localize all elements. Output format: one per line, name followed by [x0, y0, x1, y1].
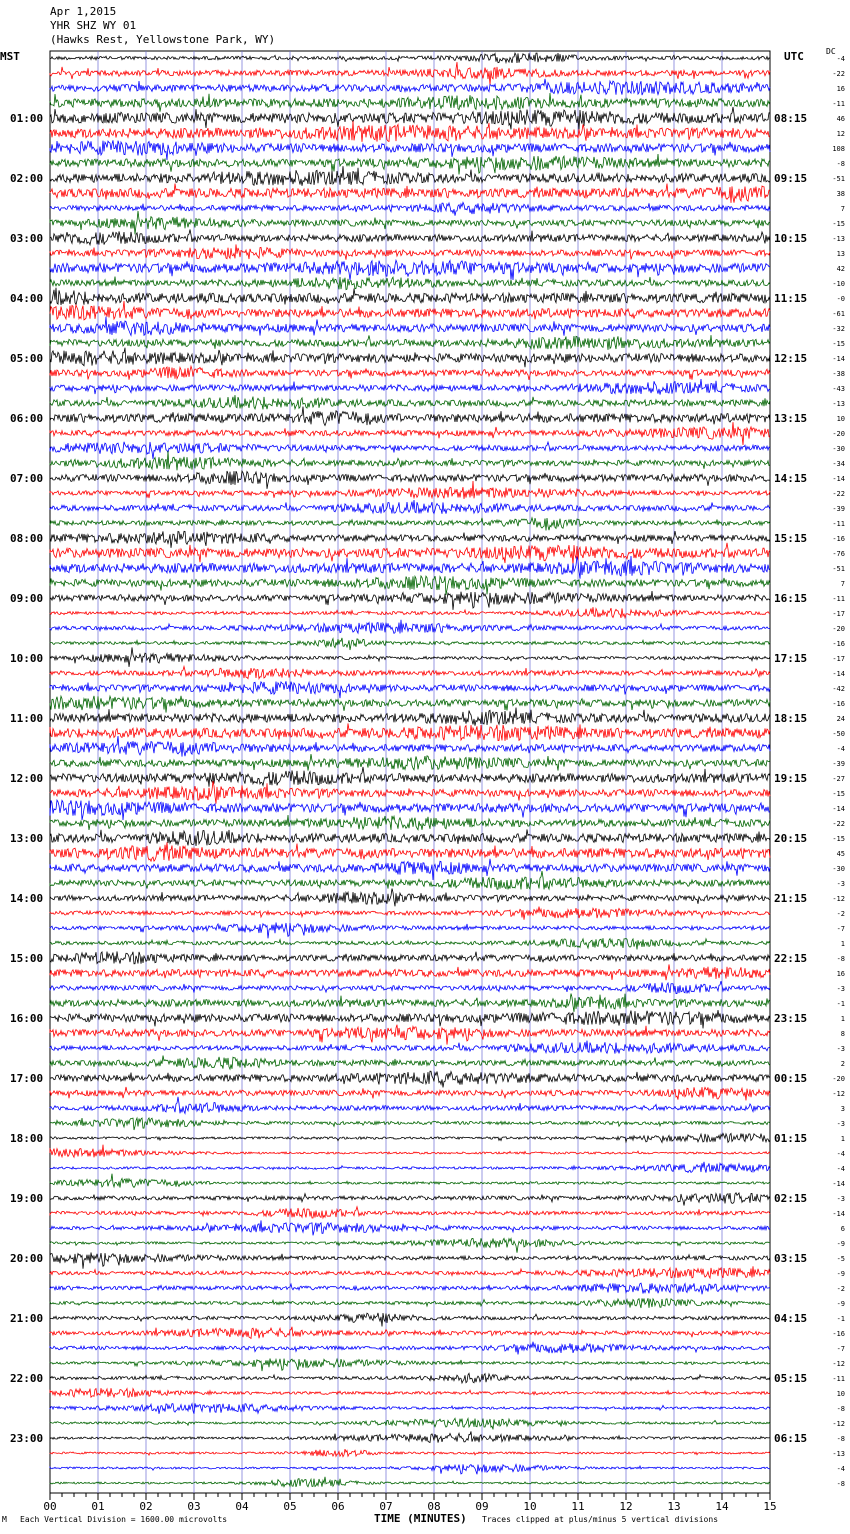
dc-offset-label: -11 [832, 520, 845, 528]
dc-offset-label: 1 [840, 1015, 845, 1023]
right-hour-label: 13:15 [774, 412, 808, 425]
seismic-trace-61 [50, 964, 770, 980]
dc-offset-label: -39 [832, 760, 845, 768]
dc-offset-label: -50 [832, 730, 845, 738]
dc-offset-label: -3 [836, 1195, 845, 1203]
dc-offset-label: -9 [836, 1270, 845, 1278]
seismic-trace-54 [50, 859, 770, 880]
dc-offset-label: -14 [832, 670, 845, 678]
left-hour-label: 11:00 [10, 712, 44, 725]
left-hour-label: 14:00 [10, 892, 44, 905]
seismic-trace-65 [50, 1025, 770, 1045]
seismic-trace-94 [50, 1464, 770, 1474]
right-hour-label: 00:15 [774, 1072, 808, 1085]
dc-offset-label: -15 [832, 790, 845, 798]
right-hour-label: 23:15 [774, 1012, 808, 1025]
seismic-trace-77 [50, 1207, 770, 1218]
right-timezone-label: UTC [784, 50, 804, 63]
left-hour-label: 16:00 [10, 1012, 44, 1025]
seismic-trace-21 [50, 366, 770, 380]
seismic-trace-85 [50, 1327, 770, 1339]
seismic-trace-30 [50, 500, 770, 514]
left-hour-label: 05:00 [10, 352, 44, 365]
dc-offset-label: 38 [836, 190, 845, 198]
seismic-trace-59 [50, 938, 770, 949]
x-tick-label: 13 [667, 1500, 681, 1513]
left-timezone-label: MST [0, 50, 20, 63]
dc-offset-label: -3 [836, 1120, 845, 1128]
seismic-trace-40 [50, 647, 770, 667]
seismic-trace-71 [50, 1118, 770, 1130]
seismic-trace-25 [50, 422, 770, 445]
seismic-trace-20 [50, 348, 770, 368]
seismic-trace-92 [50, 1431, 770, 1442]
right-hour-label: 02:15 [774, 1192, 808, 1205]
x-tick-label: 04 [235, 1500, 249, 1513]
dc-offset-label: -16 [832, 535, 845, 543]
seismic-trace-26 [50, 442, 770, 459]
seismic-trace-84 [50, 1313, 770, 1327]
seismic-trace-48 [50, 767, 770, 787]
seismic-trace-45 [50, 723, 770, 740]
seismic-trace-7 [50, 154, 770, 175]
seismic-trace-2 [50, 79, 770, 95]
right-hour-label: 08:15 [774, 112, 808, 125]
seismic-trace-37 [50, 607, 770, 618]
seismic-trace-72 [50, 1133, 770, 1142]
seismic-trace-14 [50, 260, 770, 280]
dc-offset-label: -8 [836, 160, 845, 168]
dc-offset-label: 42 [836, 265, 845, 273]
right-hour-label: 01:15 [774, 1132, 808, 1145]
x-tick-label: 08 [427, 1500, 441, 1513]
seismic-trace-73 [50, 1145, 770, 1158]
seismic-trace-57 [50, 907, 770, 920]
dc-offset-label: -15 [832, 340, 845, 348]
station-label: YHR SHZ WY 01 [50, 19, 137, 32]
seismic-trace-55 [50, 871, 770, 890]
left-hour-label: 09:00 [10, 592, 44, 605]
seismic-trace-0 [50, 53, 770, 63]
seismic-trace-18 [50, 317, 770, 336]
seismic-trace-11 [50, 211, 770, 234]
seismic-trace-19 [50, 335, 770, 350]
right-hour-label: 12:15 [774, 352, 808, 365]
seismic-trace-15 [50, 277, 770, 290]
left-hour-label: 12:00 [10, 772, 44, 785]
seismic-trace-3 [50, 93, 770, 112]
dc-offset-label: -20 [832, 430, 845, 438]
seismic-trace-39 [50, 638, 770, 650]
dc-offset-label: 6 [840, 1225, 845, 1233]
dc-offset-label: -12 [832, 895, 845, 903]
seismic-trace-90 [50, 1403, 770, 1413]
seismic-trace-64 [50, 1010, 770, 1028]
x-axis-title: TIME (MINUTES) [374, 1512, 467, 1525]
dc-offset-label: -7 [836, 1345, 845, 1353]
seismic-trace-31 [50, 518, 770, 531]
seismic-trace-27 [50, 451, 770, 470]
seismic-trace-53 [50, 842, 770, 861]
dc-offset-label: -43 [832, 385, 845, 393]
dc-offset-label: -4 [836, 55, 845, 63]
dc-offset-label: 2 [840, 1060, 845, 1068]
left-hour-label: 23:00 [10, 1432, 44, 1445]
seismic-trace-35 [50, 576, 770, 595]
dc-offset-label: -15 [832, 835, 845, 843]
dc-offset-label: -1 [836, 1315, 845, 1323]
seismic-trace-10 [50, 202, 770, 215]
dc-offset-label: -14 [832, 805, 845, 813]
dc-offset-label: -4 [836, 1165, 845, 1173]
seismic-trace-82 [50, 1283, 770, 1294]
seismic-trace-44 [50, 708, 770, 726]
seismic-trace-63 [50, 994, 770, 1012]
left-hour-label: 08:00 [10, 532, 44, 545]
dc-offset-label: -76 [832, 550, 845, 558]
seismic-trace-68 [50, 1071, 770, 1087]
dc-offset-label: 7 [840, 580, 845, 588]
dc-offset-label: 8 [840, 1030, 845, 1038]
seismic-trace-8 [50, 166, 770, 186]
dc-offset-label: 1 [840, 940, 845, 948]
seismic-trace-22 [50, 379, 770, 395]
dc-offset-label: -7 [836, 925, 845, 933]
right-hour-label: 09:15 [774, 172, 808, 185]
dc-offset-label: -11 [832, 100, 845, 108]
seismic-trace-9 [50, 184, 770, 203]
right-hour-label: 20:15 [774, 832, 808, 845]
dc-offset-label: -13 [832, 235, 845, 243]
dc-offset-label: -4 [836, 1150, 845, 1158]
dc-offset-label: 108 [832, 145, 845, 153]
seismic-trace-87 [50, 1359, 770, 1372]
seismic-trace-29 [50, 481, 770, 499]
date-label: Apr 1,2015 [50, 5, 117, 18]
seismic-trace-62 [50, 981, 770, 994]
dc-offset-label: 46 [836, 115, 845, 123]
dc-offset-label: -5 [836, 1255, 845, 1263]
seismic-trace-38 [50, 620, 770, 634]
dc-offset-label: -22 [832, 490, 845, 498]
left-hour-label: 03:00 [10, 232, 44, 245]
dc-offset-label: -2 [836, 1285, 845, 1293]
seismic-trace-23 [50, 395, 770, 409]
seismic-trace-69 [50, 1087, 770, 1100]
dc-offset-label: -8 [836, 1435, 845, 1443]
dc-offset-label: 10 [836, 415, 845, 423]
dc-offset-label: 12 [836, 130, 845, 138]
right-hour-label: 06:15 [774, 1432, 808, 1445]
right-hour-label: 16:15 [774, 592, 808, 605]
dc-offset-label: -8 [836, 1480, 845, 1488]
seismic-trace-33 [50, 543, 770, 565]
dc-offset-label: 16 [836, 970, 845, 978]
dc-offset-label: -8 [836, 955, 845, 963]
dc-offset-label: -39 [832, 505, 845, 513]
seismic-trace-28 [50, 471, 770, 489]
left-hour-label: 17:00 [10, 1072, 44, 1085]
left-hour-label: 02:00 [10, 172, 44, 185]
dc-offset-label: 7 [840, 205, 845, 213]
seismic-trace-34 [50, 556, 770, 579]
dc-offset-label: -13 [832, 400, 845, 408]
dc-offset-label: -14 [832, 475, 845, 483]
seismic-trace-89 [50, 1388, 770, 1397]
footer-mark: M [2, 1515, 7, 1524]
dc-offset-label: -30 [832, 445, 845, 453]
clipping-note: Traces clipped at plus/minus 5 vertical divisions [482, 1515, 719, 1524]
seismic-trace-16 [50, 288, 770, 305]
seismic-trace-12 [50, 230, 770, 245]
left-hour-label: 10:00 [10, 652, 44, 665]
seismic-trace-58 [50, 923, 770, 939]
seismic-trace-74 [50, 1162, 770, 1173]
dc-offset-label: -13 [832, 1450, 845, 1458]
seismic-trace-86 [50, 1342, 770, 1355]
seismic-trace-52 [50, 829, 770, 846]
seismic-trace-95 [50, 1477, 770, 1487]
seismic-trace-13 [50, 244, 770, 259]
dc-offset-label: 24 [836, 715, 845, 723]
right-hour-label: 17:15 [774, 652, 808, 665]
vertical-division-note: Each Vertical Division = 1600.00 microvolts [20, 1515, 228, 1524]
right-hour-label: 11:15 [774, 292, 808, 305]
left-hour-label: 20:00 [10, 1252, 44, 1265]
left-hour-label: 01:00 [10, 112, 44, 125]
dc-offset-label: -22 [832, 820, 845, 828]
dc-offset-label: -2 [836, 910, 845, 918]
seismic-trace-93 [50, 1449, 770, 1457]
dc-offset-label: -17 [832, 655, 845, 663]
right-hour-label: 03:15 [774, 1252, 808, 1265]
dc-offset-label: 13 [836, 250, 845, 258]
seismic-trace-76 [50, 1193, 770, 1206]
dc-offset-label: -38 [832, 370, 845, 378]
dc-offset-label: -3 [836, 1045, 845, 1053]
left-hour-label: 13:00 [10, 832, 44, 845]
seismic-trace-1 [50, 62, 770, 85]
x-tick-label: 03 [187, 1500, 201, 1513]
x-tick-label: 12 [619, 1500, 633, 1513]
x-tick-label: 00 [43, 1500, 57, 1513]
seismic-trace-46 [50, 736, 770, 757]
dc-offset-label: 45 [836, 850, 845, 858]
seismic-trace-60 [50, 951, 770, 963]
left-hour-label: 04:00 [10, 292, 44, 305]
location-label: (Hawks Rest, Yellowstone Park, WY) [50, 33, 276, 46]
seismic-trace-41 [50, 667, 770, 679]
right-hour-label: 19:15 [774, 772, 808, 785]
dc-offset-label: -3 [836, 880, 845, 888]
seismic-trace-51 [50, 815, 770, 830]
left-hour-label: 07:00 [10, 472, 44, 485]
seismic-trace-83 [50, 1298, 770, 1308]
seismic-trace-36 [50, 591, 770, 610]
seismic-trace-78 [50, 1220, 770, 1235]
x-tick-label: 06 [331, 1500, 345, 1513]
dc-offset-label: -1 [836, 1000, 845, 1008]
x-tick-label: 10 [523, 1500, 537, 1513]
right-hour-label: 10:15 [774, 232, 808, 245]
dc-offset-label: -4 [836, 1465, 845, 1473]
dc-offset-label: -0 [836, 295, 845, 303]
dc-offset-label: -42 [832, 685, 845, 693]
seismic-trace-49 [50, 781, 770, 804]
seismic-trace-88 [50, 1373, 770, 1383]
dc-offset-label: -4 [836, 745, 845, 753]
x-tick-label: 02 [139, 1500, 153, 1513]
dc-offset-label: -8 [836, 1405, 845, 1413]
seismic-trace-91 [50, 1418, 770, 1429]
right-hour-label: 18:15 [774, 712, 808, 725]
dc-offset-label: 10 [836, 1390, 845, 1398]
dc-offset-label: -15 [832, 220, 845, 228]
dc-offset-label: -61 [832, 310, 845, 318]
dc-offset-label: -34 [832, 460, 845, 468]
dc-offset-label: -12 [832, 1360, 845, 1368]
dc-offset-label: -16 [832, 640, 845, 648]
dc-offset-label: -20 [832, 1075, 845, 1083]
plot-frame [50, 51, 770, 1493]
dc-offset-label: 16 [836, 85, 845, 93]
dc-offset-label: -12 [832, 1420, 845, 1428]
dc-label: DC [826, 47, 836, 56]
dc-offset-label: -14 [832, 355, 845, 363]
seismic-trace-75 [50, 1174, 770, 1188]
seismic-trace-80 [50, 1253, 770, 1269]
x-tick-label: 05 [283, 1500, 297, 1513]
left-hour-label: 21:00 [10, 1312, 44, 1325]
dc-offset-label: 1 [840, 1135, 845, 1143]
dc-offset-label: -12 [832, 1090, 845, 1098]
dc-offset-label: -10 [832, 280, 845, 288]
x-tick-label: 09 [475, 1500, 489, 1513]
x-tick-label: 07 [379, 1500, 393, 1513]
left-hour-label: 19:00 [10, 1192, 44, 1205]
seismic-trace-67 [50, 1056, 770, 1070]
seismic-trace-47 [50, 754, 770, 771]
x-tick-label: 11 [571, 1500, 585, 1513]
seismic-trace-32 [50, 531, 770, 548]
dc-offset-label: -3 [836, 985, 845, 993]
dc-offset-label: -11 [832, 595, 845, 603]
seismic-trace-5 [50, 121, 770, 142]
seismic-trace-56 [50, 889, 770, 907]
right-hour-label: 05:15 [774, 1372, 808, 1385]
dc-offset-label: -22 [832, 70, 845, 78]
right-hour-label: 21:15 [774, 892, 808, 905]
seismic-trace-17 [50, 301, 770, 320]
seismic-trace-70 [50, 1097, 770, 1114]
dc-offset-label: -9 [836, 1240, 845, 1248]
seismic-trace-42 [50, 681, 770, 698]
seismic-trace-66 [50, 1041, 770, 1054]
seismic-trace-24 [50, 407, 770, 426]
dc-offset-label: -30 [832, 865, 845, 873]
left-hour-label: 15:00 [10, 952, 44, 965]
left-hour-label: 18:00 [10, 1132, 44, 1145]
dc-offset-label: -51 [832, 175, 845, 183]
dc-offset-label: -32 [832, 325, 845, 333]
right-hour-label: 22:15 [774, 952, 808, 965]
seismic-trace-43 [50, 696, 770, 713]
dc-offset-label: -14 [832, 1180, 845, 1188]
right-hour-label: 14:15 [774, 472, 808, 485]
dc-offset-label: -16 [832, 700, 845, 708]
dc-offset-label: 3 [840, 1105, 845, 1113]
left-hour-label: 22:00 [10, 1372, 44, 1385]
x-tick-label: 01 [91, 1500, 105, 1513]
right-hour-label: 04:15 [774, 1312, 808, 1325]
dc-offset-label: -11 [832, 1375, 845, 1383]
seismic-trace-81 [50, 1266, 770, 1278]
seismic-trace-79 [50, 1238, 770, 1252]
dc-offset-label: -9 [836, 1300, 845, 1308]
dc-offset-label: -20 [832, 625, 845, 633]
dc-offset-label: -14 [832, 1210, 845, 1218]
dc-offset-label: -16 [832, 1330, 845, 1338]
seismic-trace-50 [50, 800, 770, 820]
right-hour-label: 15:15 [774, 532, 808, 545]
dc-offset-label: -27 [832, 775, 845, 783]
x-tick-label: 14 [715, 1500, 729, 1513]
seismic-trace-6 [50, 140, 770, 160]
x-tick-label: 15 [763, 1500, 777, 1513]
left-hour-label: 06:00 [10, 412, 44, 425]
dc-offset-label: -17 [832, 610, 845, 618]
dc-offset-label: -51 [832, 565, 845, 573]
